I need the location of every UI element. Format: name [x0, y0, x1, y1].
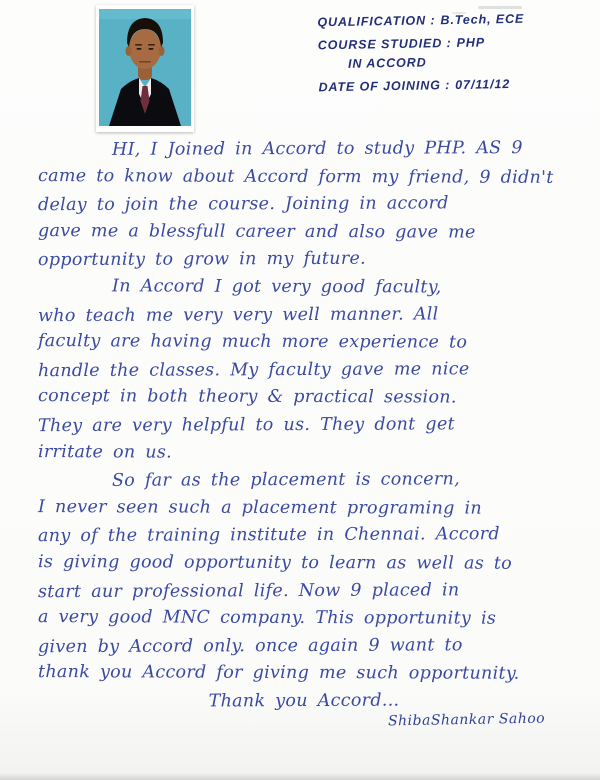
handwritten-line: So far as the placement is concern, — [111, 469, 460, 491]
handwritten-line: any of the training institute in Chennai. Accord — [37, 524, 500, 547]
signature: ShibaShankar Sahoo — [387, 710, 546, 730]
handwritten-line: delay to join the course. Joining in accord — [37, 193, 449, 216]
date-of-joining-line — [318, 76, 588, 95]
qualification-label: QUALIFICATION : — [317, 13, 436, 30]
handwritten-line: is giving good opportunity to learn as well as to — [37, 551, 513, 574]
handwritten-line: handle the classes. My faculty gave me nice — [37, 359, 470, 381]
course-studied-label: COURSE STUDIED : — [317, 36, 452, 53]
course-location-value: IN ACCORD — [347, 55, 427, 71]
handwritten-line: faculty are having much more experience to — [37, 331, 468, 353]
portrait-photo-graphic — [99, 9, 191, 126]
face — [129, 29, 161, 69]
scan-artifact — [452, 12, 466, 14]
course-studied-line — [318, 34, 588, 53]
handwritten-line: thank you Accord for giving me such opportunity. — [37, 662, 520, 685]
course-studied-value: PHP — [456, 35, 486, 50]
handwritten-line: came to know about Accord form my friend, 9 didn't — [37, 165, 554, 188]
closing-line: Thank you Accord... — [208, 690, 400, 712]
handwritten-line: who teach me very very well manner. All — [37, 303, 439, 326]
qualification-value: B.Tech, ECE — [440, 11, 525, 28]
handwritten-line: opportunity to grow in my future. — [37, 249, 367, 271]
handwritten-line: HI, I Joined in Accord to study PHP. AS 9 — [111, 138, 523, 160]
handwritten-line: concept in both theory & practical session. — [37, 386, 457, 408]
scan-artifact — [478, 6, 522, 9]
date-of-joining-label: DATE OF JOINING : — [318, 78, 451, 95]
handwritten-line: In Accord I got very good faculty, — [111, 276, 442, 298]
page-edge-shadow — [0, 773, 600, 780]
handwritten-line: a very good MNC company. This opportunity is — [37, 607, 497, 629]
handwritten-line: start aur professional life. Now 9 placed in — [37, 579, 460, 602]
portrait-photo — [96, 5, 194, 132]
course-location-line — [348, 53, 588, 71]
handwritten-line: irritate on us. — [37, 441, 173, 463]
letter-body — [38, 136, 570, 715]
date-of-joining-value: 07/11/12 — [455, 77, 511, 92]
handwritten-line: given by Accord only. once again 9 want to — [37, 634, 463, 657]
handwritten-line: gave me a blessfull career and also gave me — [37, 220, 476, 243]
header-details — [317, 11, 588, 104]
handwritten-line: They are very helpful to us. They dont get — [37, 414, 455, 437]
handwritten-line: I never seen such a placement programing in — [37, 496, 483, 519]
